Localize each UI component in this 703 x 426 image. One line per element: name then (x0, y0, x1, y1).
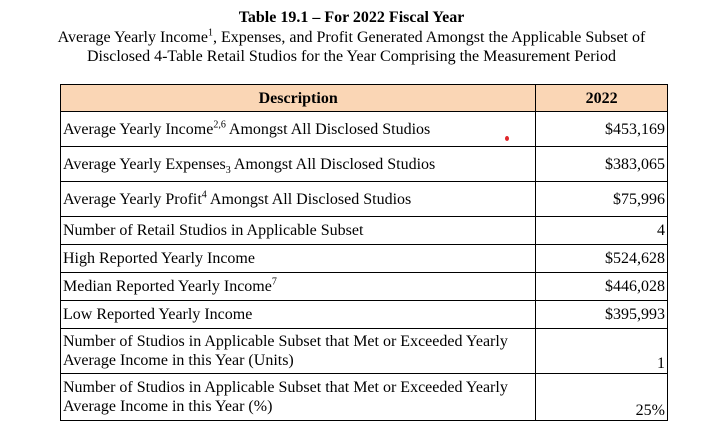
footnote-ref: 2,6 (213, 119, 226, 131)
table-row (61, 182, 668, 217)
desc-text: Amongst All Disclosed Studios (225, 120, 431, 138)
header-row (61, 85, 668, 112)
row-description: Number of Retail Studios in Applicable Subset (61, 217, 536, 245)
subtitle-text-1: Average Yearly Income (57, 29, 208, 46)
row-description: Number of Studios in Applicable Subset that Met or Exceeded Yearly Average Income in this Year (%) (61, 374, 536, 421)
red-dot-mark (505, 136, 509, 141)
row-value: $395,993 (536, 301, 668, 329)
title-block (0, 8, 703, 66)
row-value: $446,028 (536, 273, 668, 301)
year-header: 2022 (536, 85, 668, 112)
table-row (61, 301, 668, 329)
subtitle-text-2: , Expenses, and Profit Generated Amongst the Applicable Subset of Disclosed 4-Table Retail Studios for the Year Comprising the Measurement Period (86, 29, 646, 65)
desc-text: Average Yearly Income (63, 120, 214, 138)
row-value: 4 (536, 217, 668, 245)
description-header: Description (61, 85, 536, 112)
table-row (61, 217, 668, 245)
table-subtitle (32, 28, 672, 66)
row-description (61, 182, 536, 217)
row-value: 25% (536, 374, 668, 421)
table-title: Table 19.1 – For 2022 Fiscal Year (238, 9, 465, 26)
row-value: 1 (536, 329, 668, 374)
row-description (61, 147, 536, 182)
row-description (61, 112, 536, 147)
table-row (61, 147, 668, 182)
footnote-ref: 7 (271, 276, 277, 288)
subtitle-footnote: 1 (207, 27, 213, 39)
row-value: $524,628 (536, 245, 668, 273)
desc-text: Average Yearly Profit (63, 190, 202, 208)
table-row (61, 245, 668, 273)
desc-text: Amongst All Disclosed Studios (230, 155, 436, 173)
footnote-ref: 3 (225, 164, 231, 176)
row-value: $383,065 (536, 147, 668, 182)
row-description: Number of Studios in Applicable Subset that Met or Exceeded Yearly Average Income in this Year (Units) (61, 329, 536, 374)
footnote-ref: 4 (201, 189, 207, 201)
table-row (61, 273, 668, 301)
row-description (61, 273, 536, 301)
table-row (61, 374, 668, 421)
row-description: High Reported Yearly Income (61, 245, 536, 273)
table-row (61, 112, 668, 147)
row-value: $453,169 (536, 112, 668, 147)
desc-text: Average Yearly Expenses (63, 155, 226, 173)
data-table (60, 84, 668, 421)
table-row (61, 329, 668, 374)
desc-text: Amongst All Disclosed Studios (206, 190, 412, 208)
desc-text: Median Reported Yearly Income (63, 278, 272, 295)
row-value: $75,996 (536, 182, 668, 217)
row-description: Low Reported Yearly Income (61, 301, 536, 329)
